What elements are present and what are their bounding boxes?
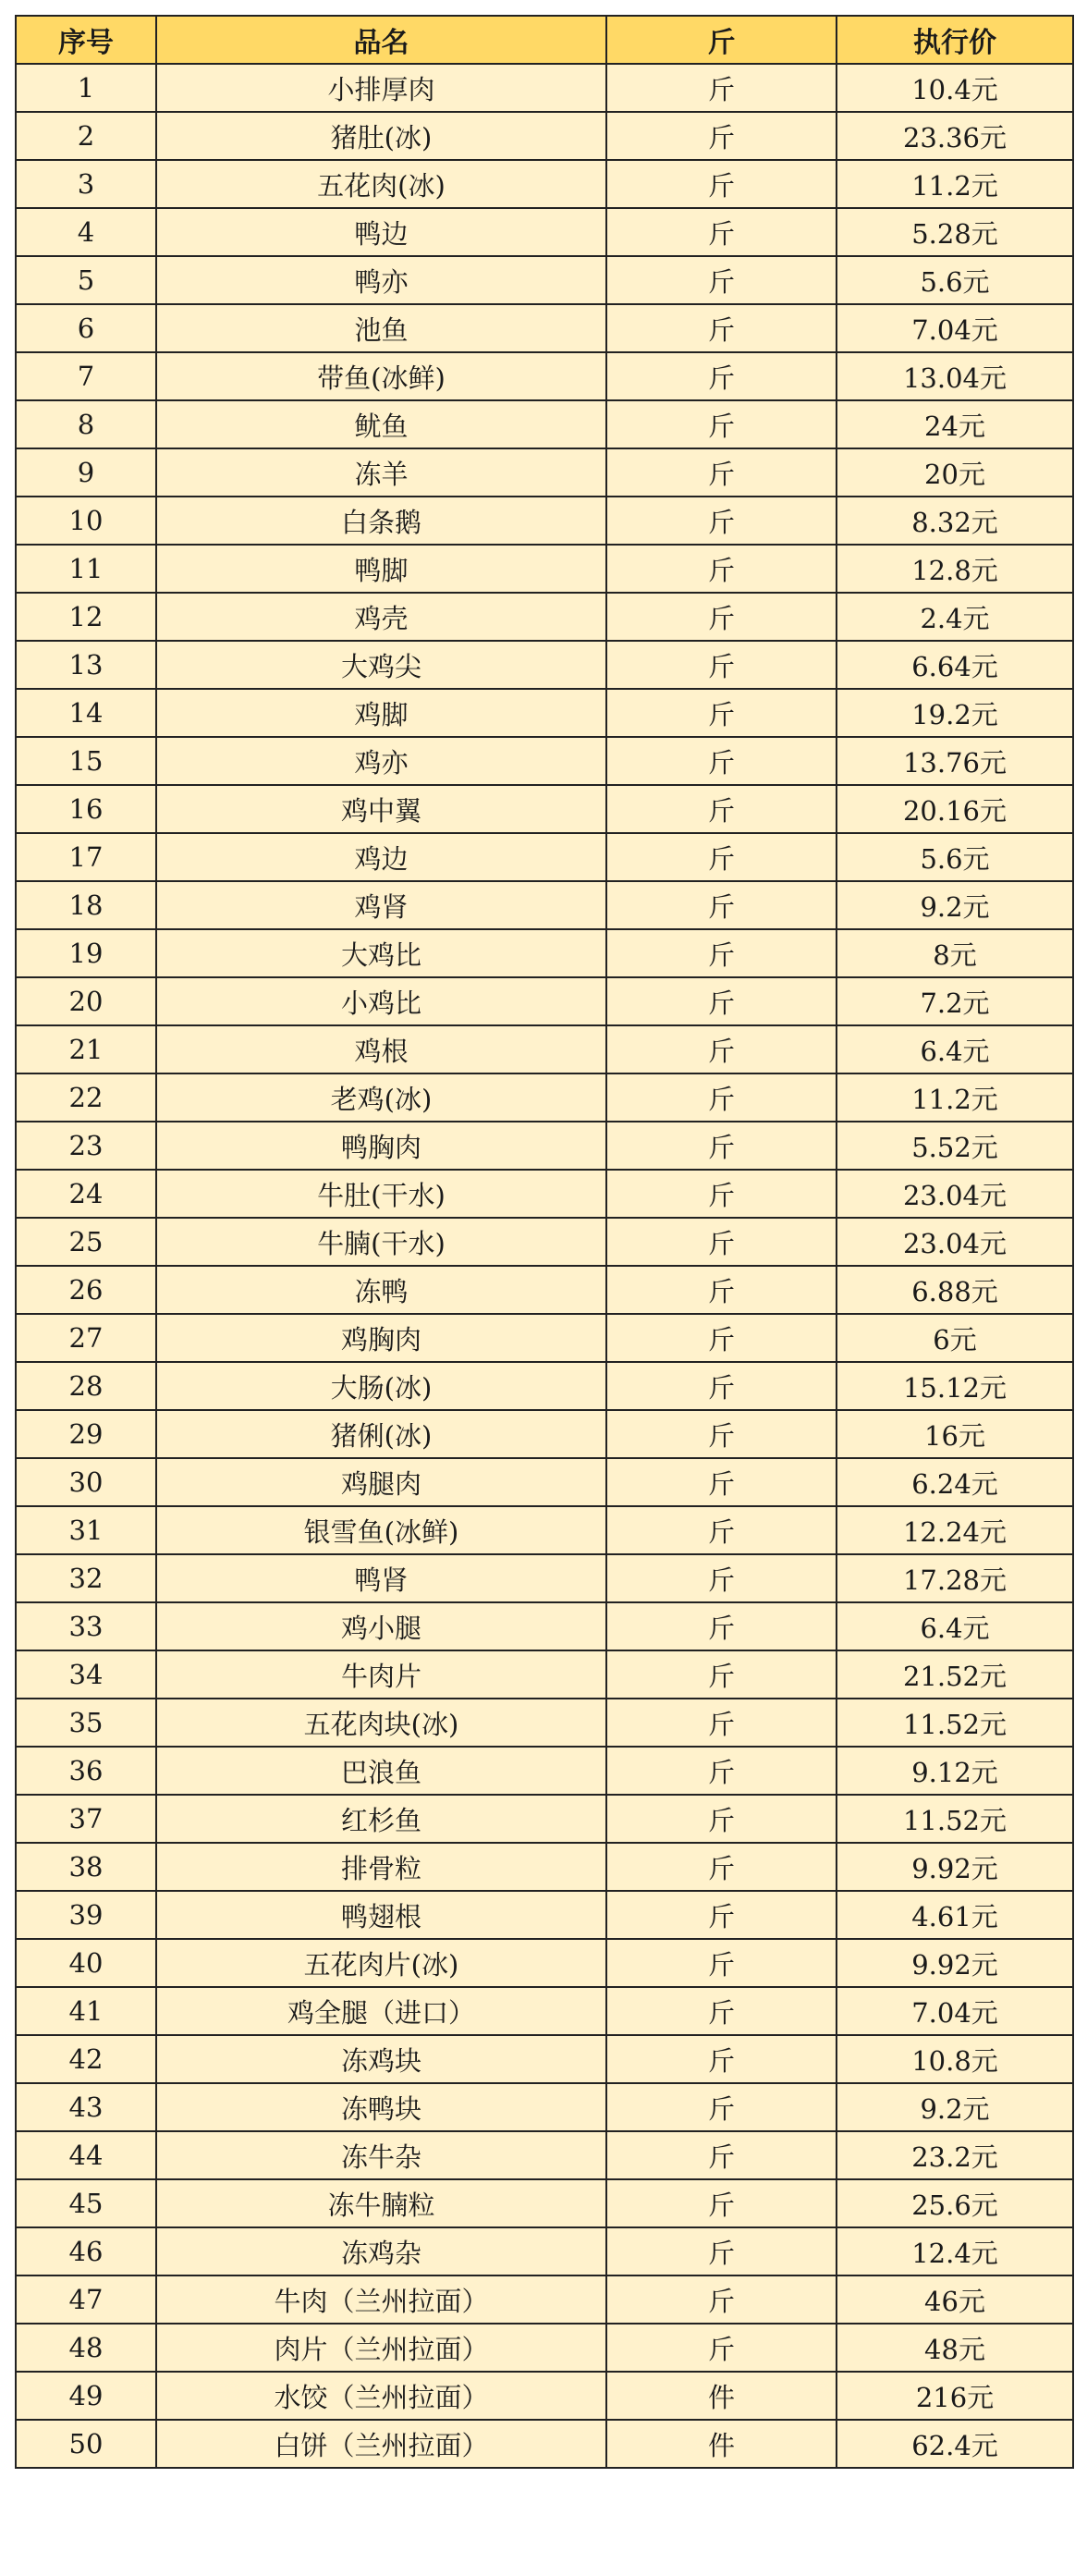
product-name-cell: 牛肉（兰州拉面） (156, 2275, 606, 2324)
price-cell: 12.24元 (837, 1506, 1073, 1554)
header-row (16, 16, 1073, 64)
unit-cell: 斤 (606, 1314, 837, 1362)
price-cell: 7.04元 (837, 304, 1073, 352)
price-cell: 216元 (837, 2372, 1073, 2420)
price-cell: 12.4元 (837, 2227, 1073, 2275)
table-body (16, 64, 1073, 2468)
row-index-cell: 31 (16, 1506, 156, 1554)
row-index-cell: 29 (16, 1410, 156, 1458)
row-index-cell: 19 (16, 929, 156, 977)
table-row (16, 448, 1073, 497)
price-cell: 5.28元 (837, 208, 1073, 256)
header-index: 序号 (16, 16, 156, 64)
table-row (16, 112, 1073, 160)
price-cell: 11.2元 (837, 160, 1073, 208)
price-cell: 13.76元 (837, 737, 1073, 785)
product-name-cell: 带鱼(冰鲜) (156, 352, 606, 400)
price-cell: 48元 (837, 2324, 1073, 2372)
unit-cell: 斤 (606, 1891, 837, 1939)
row-index-cell: 17 (16, 833, 156, 881)
unit-cell: 斤 (606, 2179, 837, 2227)
row-index-cell: 45 (16, 2179, 156, 2227)
price-cell: 2.4元 (837, 593, 1073, 641)
row-index-cell: 38 (16, 1843, 156, 1891)
price-cell: 23.04元 (837, 1170, 1073, 1218)
unit-cell: 斤 (606, 448, 837, 497)
table-row (16, 304, 1073, 352)
table-row (16, 497, 1073, 545)
unit-cell: 斤 (606, 1747, 837, 1795)
price-cell: 24元 (837, 400, 1073, 448)
unit-cell: 斤 (606, 545, 837, 593)
price-cell: 11.52元 (837, 1699, 1073, 1747)
product-name-cell: 鸭翅根 (156, 1891, 606, 1939)
row-index-cell: 14 (16, 689, 156, 737)
row-index-cell: 33 (16, 1602, 156, 1650)
table-row (16, 1073, 1073, 1122)
table-row (16, 2324, 1073, 2372)
unit-cell: 斤 (606, 1602, 837, 1650)
product-name-cell: 肉片（兰州拉面） (156, 2324, 606, 2372)
row-index-cell: 32 (16, 1554, 156, 1602)
unit-cell: 斤 (606, 112, 837, 160)
table-row (16, 1410, 1073, 1458)
table-row (16, 1554, 1073, 1602)
row-index-cell: 39 (16, 1891, 156, 1939)
unit-cell: 斤 (606, 2227, 837, 2275)
row-index-cell: 34 (16, 1650, 156, 1699)
product-name-cell: 猪肚(冰) (156, 112, 606, 160)
table-row (16, 1458, 1073, 1506)
row-index-cell: 8 (16, 400, 156, 448)
row-index-cell: 10 (16, 497, 156, 545)
table-row (16, 1314, 1073, 1362)
product-name-cell: 冻牛腩粒 (156, 2179, 606, 2227)
table-row (16, 545, 1073, 593)
unit-cell: 斤 (606, 400, 837, 448)
table-row (16, 2083, 1073, 2131)
product-name-cell: 小排厚肉 (156, 64, 606, 112)
row-index-cell: 28 (16, 1362, 156, 1410)
unit-cell: 斤 (606, 1650, 837, 1699)
table-row (16, 641, 1073, 689)
price-cell: 10.8元 (837, 2035, 1073, 2083)
unit-cell: 斤 (606, 1170, 837, 1218)
row-index-cell: 46 (16, 2227, 156, 2275)
product-name-cell: 巴浪鱼 (156, 1747, 606, 1795)
price-cell: 6.4元 (837, 1025, 1073, 1073)
row-index-cell: 21 (16, 1025, 156, 1073)
price-cell: 6元 (837, 1314, 1073, 1362)
product-name-cell: 鸡腿肉 (156, 1458, 606, 1506)
unit-cell: 斤 (606, 881, 837, 929)
unit-cell: 斤 (606, 1362, 837, 1410)
table-row (16, 1795, 1073, 1843)
table-row (16, 1025, 1073, 1073)
product-name-cell: 五花肉片(冰) (156, 1939, 606, 1987)
unit-cell: 斤 (606, 256, 837, 304)
price-cell: 9.2元 (837, 881, 1073, 929)
product-name-cell: 大鸡比 (156, 929, 606, 977)
price-cell: 19.2元 (837, 689, 1073, 737)
unit-cell: 斤 (606, 1458, 837, 1506)
price-cell: 25.6元 (837, 2179, 1073, 2227)
row-index-cell: 42 (16, 2035, 156, 2083)
product-name-cell: 鸭胸肉 (156, 1122, 606, 1170)
row-index-cell: 1 (16, 64, 156, 112)
table-row (16, 689, 1073, 737)
price-cell: 12.8元 (837, 545, 1073, 593)
unit-cell: 斤 (606, 1266, 837, 1314)
table-row (16, 2179, 1073, 2227)
row-index-cell: 6 (16, 304, 156, 352)
row-index-cell: 24 (16, 1170, 156, 1218)
price-cell: 13.04元 (837, 352, 1073, 400)
product-name-cell: 鱿鱼 (156, 400, 606, 448)
price-cell: 7.04元 (837, 1987, 1073, 2035)
row-index-cell: 7 (16, 352, 156, 400)
table-row (16, 1891, 1073, 1939)
unit-cell: 斤 (606, 1795, 837, 1843)
price-cell: 11.2元 (837, 1073, 1073, 1122)
price-cell: 23.2元 (837, 2131, 1073, 2179)
price-cell: 6.64元 (837, 641, 1073, 689)
table-row (16, 2035, 1073, 2083)
row-index-cell: 4 (16, 208, 156, 256)
price-cell: 9.12元 (837, 1747, 1073, 1795)
unit-cell: 斤 (606, 641, 837, 689)
product-name-cell: 冻鸡块 (156, 2035, 606, 2083)
product-name-cell: 鸡脚 (156, 689, 606, 737)
row-index-cell: 5 (16, 256, 156, 304)
product-name-cell: 冻鸭块 (156, 2083, 606, 2131)
row-index-cell: 18 (16, 881, 156, 929)
unit-cell: 斤 (606, 1218, 837, 1266)
row-index-cell: 48 (16, 2324, 156, 2372)
unit-cell: 斤 (606, 2035, 837, 2083)
table-row (16, 1939, 1073, 1987)
product-name-cell: 小鸡比 (156, 977, 606, 1025)
price-cell: 15.12元 (837, 1362, 1073, 1410)
unit-cell: 斤 (606, 1073, 837, 1122)
unit-cell: 斤 (606, 2275, 837, 2324)
table-row (16, 881, 1073, 929)
unit-cell: 斤 (606, 352, 837, 400)
unit-cell: 斤 (606, 160, 837, 208)
product-name-cell: 大肠(冰) (156, 1362, 606, 1410)
unit-cell: 斤 (606, 1699, 837, 1747)
table-row (16, 833, 1073, 881)
unit-cell: 斤 (606, 737, 837, 785)
unit-cell: 斤 (606, 1025, 837, 1073)
row-index-cell: 3 (16, 160, 156, 208)
price-cell: 11.52元 (837, 1795, 1073, 1843)
table-row (16, 1843, 1073, 1891)
table-row (16, 256, 1073, 304)
unit-cell: 斤 (606, 2131, 837, 2179)
row-index-cell: 12 (16, 593, 156, 641)
unit-cell: 件 (606, 2420, 837, 2468)
product-name-cell: 老鸡(冰) (156, 1073, 606, 1122)
product-name-cell: 冻牛杂 (156, 2131, 606, 2179)
unit-cell: 斤 (606, 497, 837, 545)
row-index-cell: 25 (16, 1218, 156, 1266)
table-row (16, 593, 1073, 641)
table-row (16, 977, 1073, 1025)
row-index-cell: 15 (16, 737, 156, 785)
table-row (16, 352, 1073, 400)
unit-cell: 斤 (606, 1122, 837, 1170)
product-name-cell: 牛肉片 (156, 1650, 606, 1699)
table-row (16, 1266, 1073, 1314)
table-row (16, 1602, 1073, 1650)
price-cell: 46元 (837, 2275, 1073, 2324)
table-row (16, 400, 1073, 448)
row-index-cell: 20 (16, 977, 156, 1025)
price-cell: 9.2元 (837, 2083, 1073, 2131)
product-name-cell: 鸡胸肉 (156, 1314, 606, 1362)
row-index-cell: 16 (16, 785, 156, 833)
row-index-cell: 50 (16, 2420, 156, 2468)
header-unit: 斤 (606, 16, 837, 64)
product-name-cell: 五花肉块(冰) (156, 1699, 606, 1747)
price-cell: 7.2元 (837, 977, 1073, 1025)
header-product-name: 品名 (156, 16, 606, 64)
row-index-cell: 26 (16, 1266, 156, 1314)
unit-cell: 斤 (606, 833, 837, 881)
price-cell: 6.88元 (837, 1266, 1073, 1314)
row-index-cell: 30 (16, 1458, 156, 1506)
product-name-cell: 牛腩(干水) (156, 1218, 606, 1266)
price-cell: 16元 (837, 1410, 1073, 1458)
row-index-cell: 44 (16, 2131, 156, 2179)
table-row (16, 1699, 1073, 1747)
table-row (16, 737, 1073, 785)
row-index-cell: 37 (16, 1795, 156, 1843)
product-name-cell: 鸡肾 (156, 881, 606, 929)
product-name-cell: 五花肉(冰) (156, 160, 606, 208)
table-row (16, 208, 1073, 256)
unit-cell: 斤 (606, 1843, 837, 1891)
unit-cell: 件 (606, 2372, 837, 2420)
row-index-cell: 22 (16, 1073, 156, 1122)
price-cell: 9.92元 (837, 1843, 1073, 1891)
table-row (16, 929, 1073, 977)
product-name-cell: 鸡小腿 (156, 1602, 606, 1650)
price-cell: 23.36元 (837, 112, 1073, 160)
product-name-cell: 红杉鱼 (156, 1795, 606, 1843)
unit-cell: 斤 (606, 1506, 837, 1554)
product-name-cell: 猪俐(冰) (156, 1410, 606, 1458)
table-row (16, 785, 1073, 833)
row-index-cell: 35 (16, 1699, 156, 1747)
unit-cell: 斤 (606, 1987, 837, 2035)
price-cell: 5.6元 (837, 833, 1073, 881)
product-name-cell: 鸡全腿（进口） (156, 1987, 606, 2035)
row-index-cell: 23 (16, 1122, 156, 1170)
table-row (16, 2131, 1073, 2179)
price-cell: 9.92元 (837, 1939, 1073, 1987)
table-row (16, 1122, 1073, 1170)
unit-cell: 斤 (606, 689, 837, 737)
product-name-cell: 池鱼 (156, 304, 606, 352)
product-name-cell: 银雪鱼(冰鲜) (156, 1506, 606, 1554)
unit-cell: 斤 (606, 1554, 837, 1602)
table-header (16, 16, 1073, 64)
row-index-cell: 36 (16, 1747, 156, 1795)
product-name-cell: 鸭边 (156, 208, 606, 256)
product-name-cell: 牛肚(干水) (156, 1170, 606, 1218)
price-cell: 5.6元 (837, 256, 1073, 304)
unit-cell: 斤 (606, 593, 837, 641)
row-index-cell: 43 (16, 2083, 156, 2131)
product-name-cell: 白饼（兰州拉面） (156, 2420, 606, 2468)
row-index-cell: 9 (16, 448, 156, 497)
unit-cell: 斤 (606, 2083, 837, 2131)
product-name-cell: 冻鸡杂 (156, 2227, 606, 2275)
table-row (16, 2227, 1073, 2275)
table-row (16, 2372, 1073, 2420)
unit-cell: 斤 (606, 1939, 837, 1987)
price-cell: 8.32元 (837, 497, 1073, 545)
product-name-cell: 鸡中翼 (156, 785, 606, 833)
product-name-cell: 鸡边 (156, 833, 606, 881)
price-table (15, 15, 1074, 2469)
table-row (16, 1506, 1073, 1554)
price-cell: 10.4元 (837, 64, 1073, 112)
unit-cell: 斤 (606, 304, 837, 352)
table-row (16, 2420, 1073, 2468)
product-name-cell: 排骨粒 (156, 1843, 606, 1891)
product-name-cell: 大鸡尖 (156, 641, 606, 689)
unit-cell: 斤 (606, 977, 837, 1025)
price-cell: 4.61元 (837, 1891, 1073, 1939)
product-name-cell: 鸭亦 (156, 256, 606, 304)
product-name-cell: 冻鸭 (156, 1266, 606, 1314)
table-row (16, 1987, 1073, 2035)
price-cell: 23.04元 (837, 1218, 1073, 1266)
price-cell: 6.4元 (837, 1602, 1073, 1650)
header-price: 执行价 (837, 16, 1073, 64)
price-cell: 20.16元 (837, 785, 1073, 833)
unit-cell: 斤 (606, 2324, 837, 2372)
unit-cell: 斤 (606, 1410, 837, 1458)
product-name-cell: 鸭脚 (156, 545, 606, 593)
row-index-cell: 47 (16, 2275, 156, 2324)
price-cell: 62.4元 (837, 2420, 1073, 2468)
product-name-cell: 鸡壳 (156, 593, 606, 641)
unit-cell: 斤 (606, 208, 837, 256)
unit-cell: 斤 (606, 64, 837, 112)
product-name-cell: 鸭肾 (156, 1554, 606, 1602)
row-index-cell: 2 (16, 112, 156, 160)
product-name-cell: 鸡根 (156, 1025, 606, 1073)
row-index-cell: 11 (16, 545, 156, 593)
product-name-cell: 冻羊 (156, 448, 606, 497)
table-row (16, 160, 1073, 208)
product-name-cell: 鸡亦 (156, 737, 606, 785)
table-row (16, 1362, 1073, 1410)
product-name-cell: 白条鹅 (156, 497, 606, 545)
table-row (16, 1747, 1073, 1795)
row-index-cell: 27 (16, 1314, 156, 1362)
table-row (16, 1170, 1073, 1218)
price-cell: 8元 (837, 929, 1073, 977)
product-name-cell: 水饺（兰州拉面） (156, 2372, 606, 2420)
row-index-cell: 13 (16, 641, 156, 689)
unit-cell: 斤 (606, 929, 837, 977)
table-row (16, 1218, 1073, 1266)
row-index-cell: 40 (16, 1939, 156, 1987)
price-cell: 20元 (837, 448, 1073, 497)
price-cell: 17.28元 (837, 1554, 1073, 1602)
price-cell: 5.52元 (837, 1122, 1073, 1170)
row-index-cell: 41 (16, 1987, 156, 2035)
table-row (16, 2275, 1073, 2324)
unit-cell: 斤 (606, 785, 837, 833)
price-cell: 6.24元 (837, 1458, 1073, 1506)
row-index-cell: 49 (16, 2372, 156, 2420)
price-cell: 21.52元 (837, 1650, 1073, 1699)
table-row (16, 1650, 1073, 1699)
table-row (16, 64, 1073, 112)
